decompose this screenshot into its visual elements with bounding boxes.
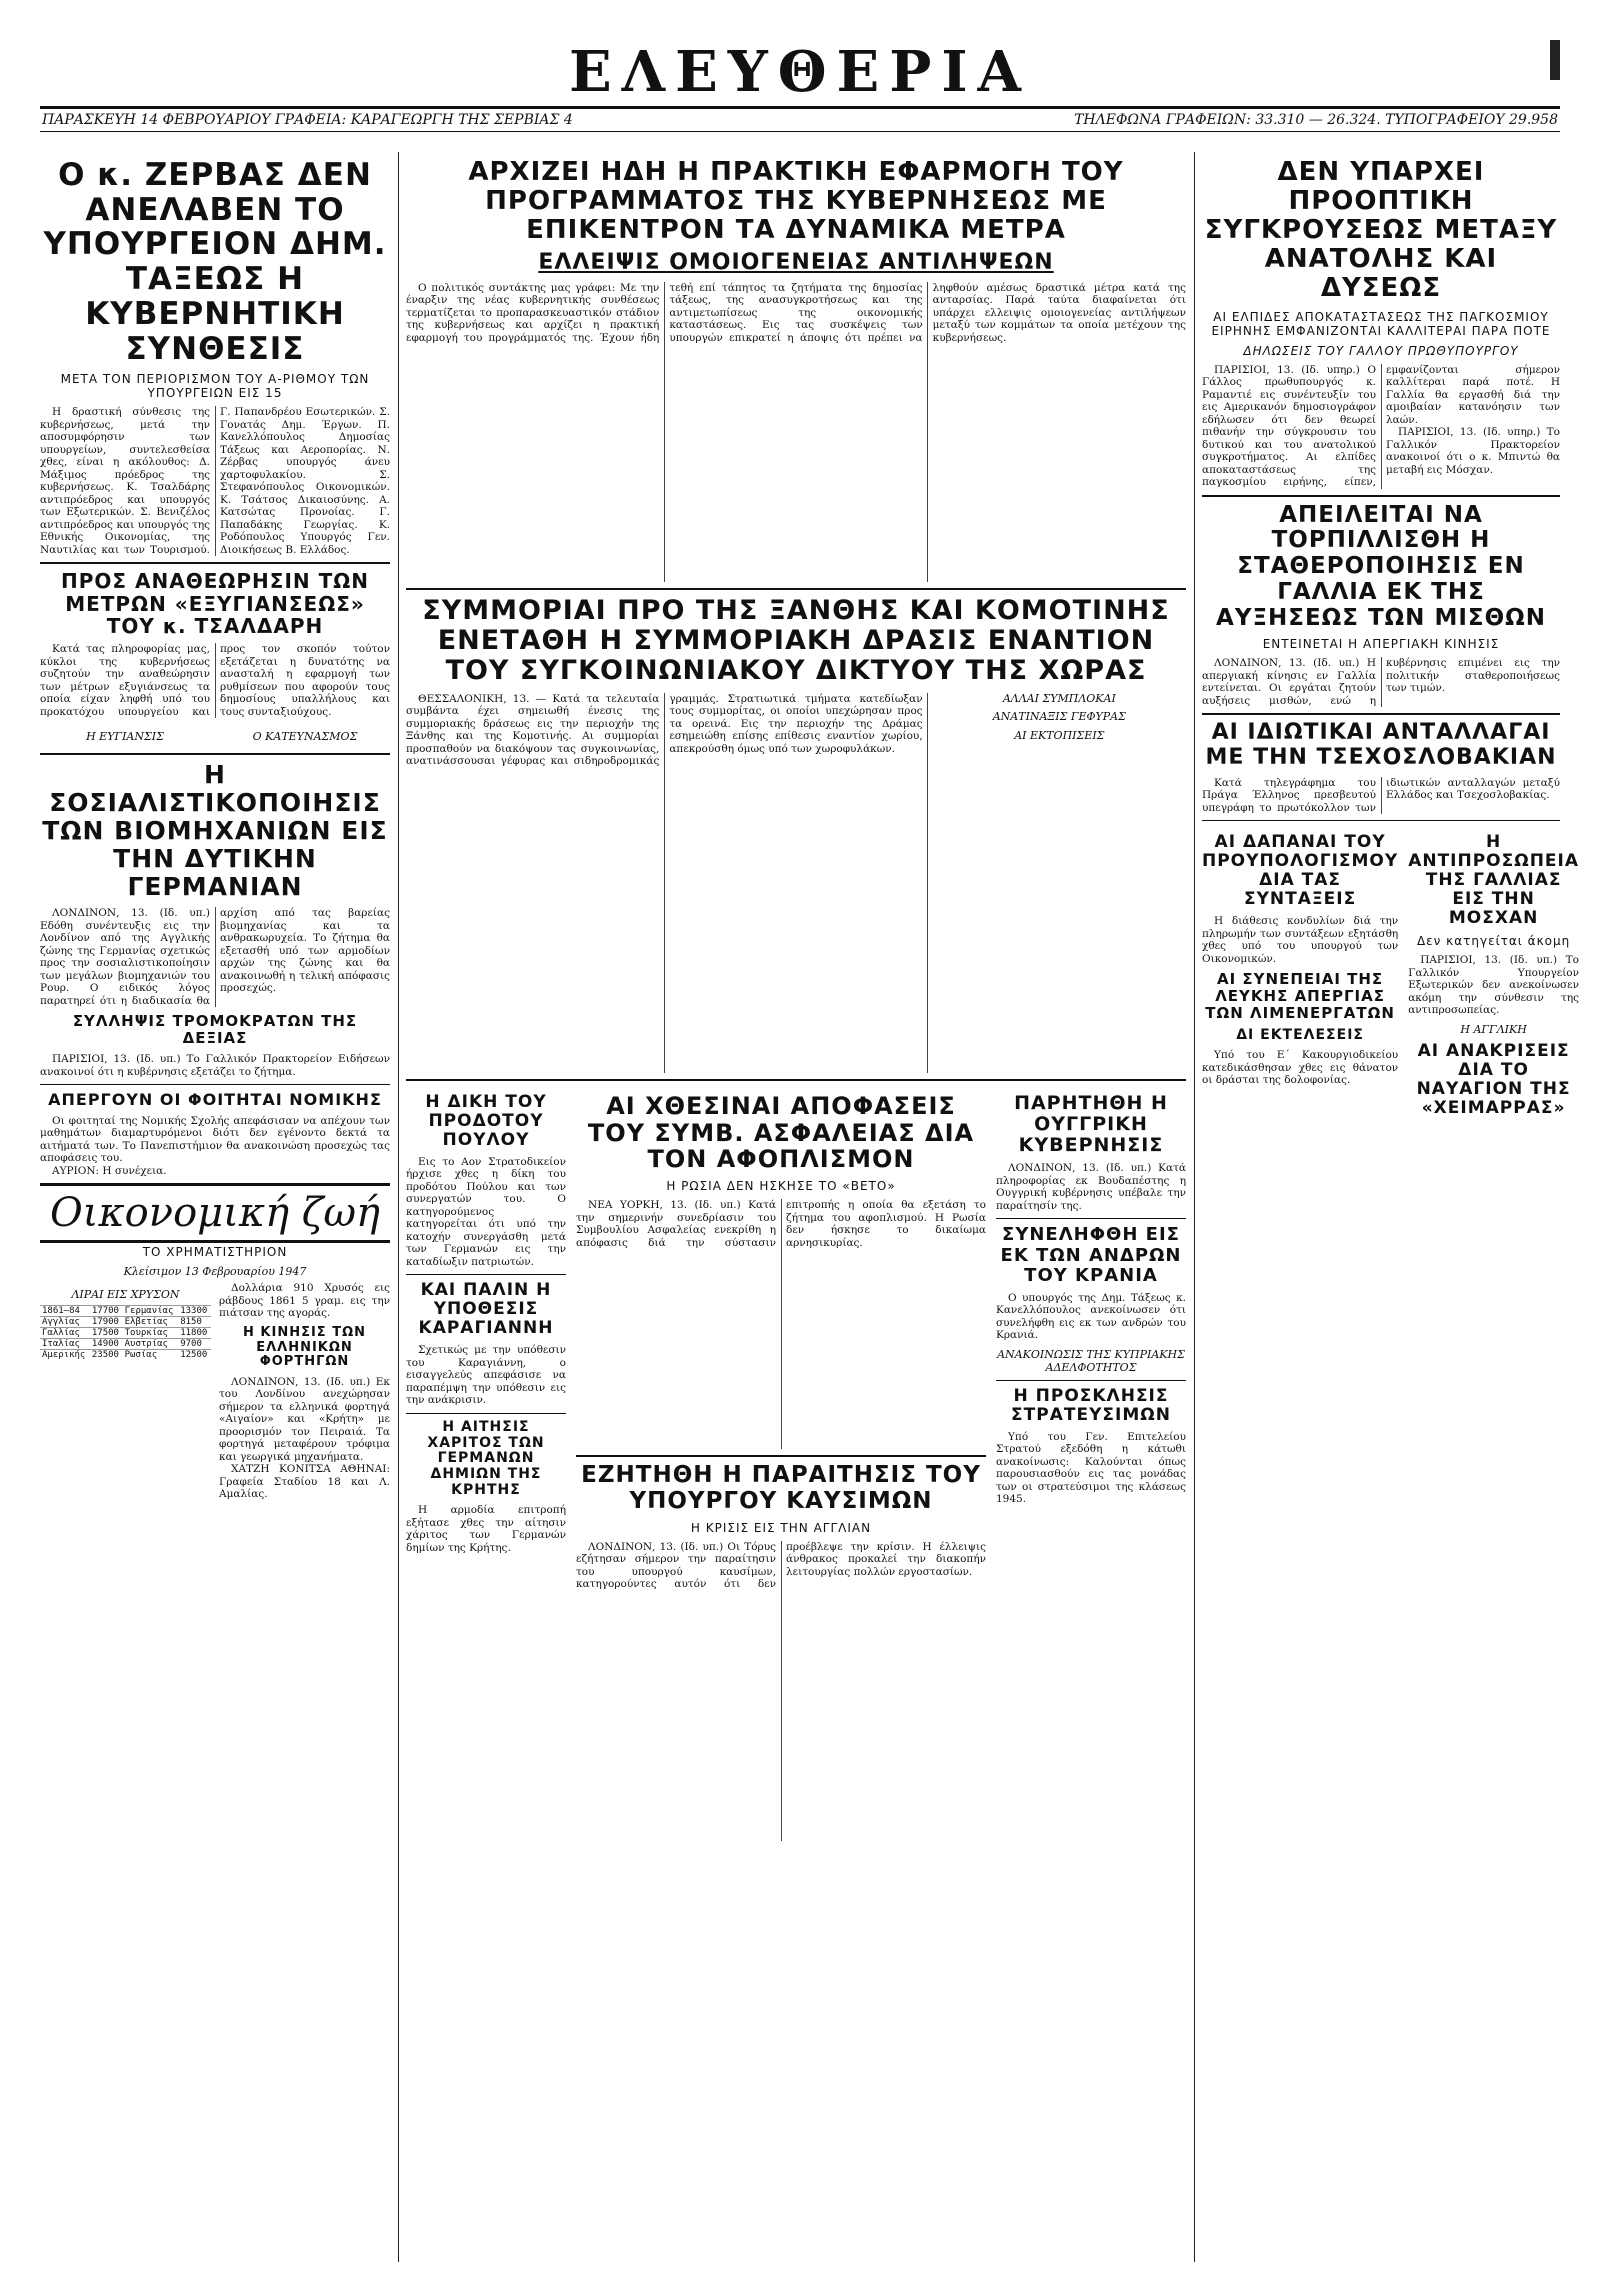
market-cell: Γαλλίας xyxy=(40,1328,90,1339)
market-table xyxy=(40,1305,211,1360)
headline-pardon: Η ΑΙΤΗΣΙΣ ΧΑΡΙΤΟΣ ΤΩΝ ΓΕΡΜΑΝΩΝ ΔΗΜΙΩΝ ΤΗΣ ΚΡΗΤΗΣ xyxy=(427,1418,545,1498)
economy-date: Κλείσιμον 13 Φεβρουαρίου 1947 xyxy=(123,1265,307,1279)
market-cell: 17500 xyxy=(90,1328,123,1339)
article-executions xyxy=(1202,1049,1398,1087)
market-notes-text: Δολλάρια 910 Χρυσός εις ράβδους 1861 5 γραμ. εις την πιάτσαν της αγοράς. xyxy=(219,1282,390,1320)
center-lower-left xyxy=(406,1087,566,1847)
section-english: Η ΑΓΓΛΙΚΗ xyxy=(1460,1022,1527,1036)
article-hungary-text: ΛΟΝΔΙΝΟΝ, 13. (Ιδ. υπ.) Κατά πληροφορίας εκ Βουδαπέστης η Ουγγρική κυβέρνησις υπέβαλε την παραίτησίν της. xyxy=(996,1162,1186,1212)
article-czechoslovakia xyxy=(1202,777,1560,815)
headline-bands: ΣΥΜΜΟΡΙΑΙ ΠΡΟ ΤΗΣ ΞΑΝΘΗΣ ΚΑΙ ΚΟΜΟΤΙΝΗΣ ΕΝΕΤΑΘΗ Η ΣΥΜΜΟΡΙΑΚΗ ΔΡΑΣΙΣ ΕΝΑΝΤΙΟΝ ΤΟΥ ΣΥΓΚΟΙΝΩΝΙΑΚΟΥ ΔΙΚΤΥΟΥ ΤΗΣ ΧΩΡΑΣ xyxy=(422,594,1170,687)
economy-sub: ΤΟ ΧΡΗΜΑΤΙΣΤΗΡΙΟΝ xyxy=(142,1245,288,1260)
subhead-veto: Η ΡΩΣΙΑ ΔΕΝ ΗΣΚΗΣΕ ΤΟ «ΒΕΤΟ» xyxy=(666,1179,896,1194)
section-eygiansis: Η ΕΥΓΙΑΝΣΙΣ xyxy=(86,730,164,744)
headline-east-west: ΔΕΝ ΥΠΑΡΧΕΙ ΠΡΟΟΠΤΙΚΗ ΣΥΓΚΡΟΥΣΕΩΣ ΜΕΤΑΞΥ ΑΝΑΤΟΛΗΣ ΚΑΙ ΔΥΣΕΩΣ xyxy=(1204,157,1558,304)
headline-trial: Η ΔΙΚΗ ΤΟΥ ΠΡΟΔΟΤΟΥ ΠΟΥΛΟΥ xyxy=(425,1091,547,1150)
article-trial-text: Εις το Αον Στρατοδικείον ήρχισε χθες η δίκη του προδότου Πούλου και των συνεργατών του. Ο κατηγορούμενος κατηγορείται ότι υπό την κατοχήν συνεργάσθη μετά των Γερμανών εις την καταδίωξιν πατριωτών. xyxy=(406,1155,566,1268)
headline-moscow: Η ΑΝΤΙΠΡΟΣΩΠΕΙΑ ΤΗΣ ΓΑΛΛΙΑΣ ΕΙΣ ΤΗΝ ΜΟΣΧΑΝ xyxy=(1408,832,1580,929)
folio-right: ΤΗΛΕΦΩΝΑ ΓΡΑΦΕΙΩΝ: 33.310 — 26.324. ΤΥΠΟΓΡΑΦΕΙΟΥ 29.958 xyxy=(1074,112,1558,128)
market-row xyxy=(40,1339,211,1350)
article-students xyxy=(40,1115,390,1178)
headline-security-council: ΑΙ ΧΘΕΣΙΝΑΙ ΑΠΟΦΑΣΕΙΣ ΤΟΥ ΣΥΜΒ. ΑΣΦΑΛΕΙΑΣ ΔΙΑ ΤΟΝ ΑΦΟΠΛΙΣΜΟΝ xyxy=(587,1091,975,1174)
article-france-wages xyxy=(1202,657,1560,707)
article-zervas-text: Η δραστική σύνθεσις της κυβερνήσεως, μετά την αποσυμφόρησιν των υπουργείων, συντελεσθείσα χθες, είναι η ακόλουθος: Δ. Μάξιμος πρόεδρος της κυβερνήσεως. Κ. Τσαλδάρης αντιπρόεδρος και υπουργός των Εξωτερικών. Σ. Βενιζέλος αντιπρόεδρος και υπουργός της Εθνικής Οικονομίας, της Ναυτιλίας και των Τουρισμού. Γ. Παπανδρέου Εσωτερικών. Σ. Γονατάς Δημ. Έργων. Π. Κανελλόπουλος Δημοσίας Τάξεως και Αεροπορίας. Ν. Ζέρβας υπουργός άνευ χαρτοφυλακίου. Σ. Στεφανόπουλος Οικονομικών. Κ. Τσάτσος Δικαιοσύνης. Α. Κατσώτας Προνοίας. Γ. Παπαδάκης Γεωργίας. Κ. Ροδόπουλος Υπουργός Γεν. Διοικήσεως Β. Ελλάδος. xyxy=(40,406,390,556)
subhead-crisis: Η ΚΡΙΣΙΣ ΕΙΣ ΤΗΝ ΑΓΓΛΙΑΝ xyxy=(690,1520,872,1535)
market-cell: Τουρκίας xyxy=(123,1328,179,1339)
article-czechoslovakia-text: Κατά τηλεγράφημα του Πράγα Έλληνος πρεσβευτού υπεγράφη το πρωτόκολλον των ιδιωτικών ανταλλαγών μεταξύ Ελλάδος και Τσεχοσλοβακίας. xyxy=(1202,776,1560,814)
market-row xyxy=(40,1306,211,1317)
section-kateynasmos: Ο ΚΑΤΕΥΝΑΣΜΟΣ xyxy=(252,730,358,744)
market-cell: 1861–84 xyxy=(40,1306,90,1317)
headline-conscripts: Η ΠΡΟΣΚΛΗΣΙΣ ΣΤΡΑΤΕΥΣΙΜΩΝ xyxy=(1011,1385,1171,1425)
headline-socialization: Η ΣΟΣΙΑΛΙΣΤΙΚΟΠΟΙΗΣΙΣ ΤΩΝ ΒΙΟΜΗΧΑΝΙΩΝ ΕΙΣ ΤΗΝ ΔΥΤΙΚΗΝ ΓΕΡΜΑΝΙΑΝ xyxy=(42,760,388,902)
article-moscow-text: ΠΑΡΙΣΙΟΙ, 13. (Ιδ. υπ.) Το Γαλλικόν Υπουργείον Εξωτερικών δεν ανεκοίνωσεν ακόμη την σύνθεσιν της αντιπροσωπείας. xyxy=(1408,954,1580,1017)
article-pardon-text: Η αρμοδία επιτροπή εξήτασε χθες την αίτησιν χάριτος των Γερμανών δημίων της Κρήτης. xyxy=(406,1504,566,1554)
section-deportations: ΑΙ ΕΚΤΟΠΙΣΕΙΣ xyxy=(1014,728,1105,742)
right-lower xyxy=(1202,827,1580,1124)
market-box xyxy=(40,1282,211,1506)
article-pardon xyxy=(406,1504,566,1554)
market-cell: 8150 xyxy=(178,1317,211,1328)
article-fuel-minister xyxy=(576,1541,986,1841)
subhead-statements: ΔΗΛΩΣΕΙΣ ΤΟΥ ΓΑΛΛΟΥ ΠΡΩΘΥΠΟΥΡΓΟΥ xyxy=(1243,343,1519,358)
article-executions-text: Υπό του Ε΄ Κακουργιοδικείου κατεδικάσθησαν χθες εις θάνατον οι δράσται της δολοφονίας. xyxy=(1202,1049,1399,1087)
article-east-west xyxy=(1202,364,1560,489)
article-conscripts xyxy=(996,1431,1186,1506)
headline-budget: ΑΙ ΔΑΠΑΝΑΙ ΤΟΥ ΠΡΟΥΠΟΛΟΓΙΣΜΟΥ ΔΙΑ ΤΑΣ ΣΥΝΤΑΞΕΙΣ xyxy=(1202,832,1399,910)
article-socialization xyxy=(40,907,390,1007)
article-karagianni-text: Σχετικώς με την υπόθεσιν του Καραγιάννη, ο εισαγγελεύς απεφάσισε να παραπέμψη την υπόθεσιν εις την ανάκρισιν. xyxy=(406,1344,566,1407)
market-cell: 13300 xyxy=(178,1306,211,1317)
article-france-wages-text: ΛΟΝΔΙΝΟΝ, 13. (Ιδ. υπ.) Η απεργιακή κίνησις εν Γαλλία εντείνεται. Οι εργάται ζητούν αυξήσεις μισθών, ενώ η κυβέρνησις επιμένει εις την πολιτικήν σταθεροποιήσεως των τιμών. xyxy=(1202,657,1560,707)
subhead-strike: ΕΝΤΕΙΝΕΤΑΙ Η ΑΠΕΡΓΙΑΚΗ ΚΙΝΗΣΙΣ xyxy=(1262,637,1500,652)
economy-title: Οικονομική ζωή xyxy=(40,1183,390,1243)
right-lower-right xyxy=(1408,827,1579,1124)
article-budget-text: Η διάθεσις κονδυλίων διά την πληρωμήν των συντάξεων εξητάσθη χθες υπό του υπουργού των Οικονομικών. xyxy=(1202,915,1399,965)
masthead: ΕΛΕΥΘΕΡΙΑ xyxy=(568,39,1031,105)
market-cell: 12500 xyxy=(178,1350,211,1361)
article-socialization-text: ΛΟΝΔΙΝΟΝ, 13. (Ιδ. υπ.) Εδόθη συνέντευξις εις την Λονδίνον από της Αγγλικής ζώνης της Γερμανίας σχετικώς προς την σοσιαλιστικοποίησιν των μεγάλων βιομηχανιών του Ρουρ. Ο ειδικός λόγος παρατηρεί ότι η διαδικασία θα αρχίση από τας βαρείας βιομηχανίας και τα ανθρακωρυχεία. Το ζήτημα θα εξετασθή υπό των αρμοδίων αρχών της ζώνης και θα ανακοινωθή η τελική απόφασις προσεχώς. xyxy=(40,907,390,1007)
subhead-peace: ΑΙ ΕΛΠΙΔΕΣ ΑΠΟΚΑΤΑΣΤΑΣΕΩΣ ΤΗΣ ΠΑΓΚΟΣΜΙΟΥ ΕΙΡΗΝΗΣ ΕΜΦΑΝΙΖΟΝΤΑΙ ΚΑΛΛΙΤΕΡΑΙ ΠΑΡΑ ΠΟΤΕ xyxy=(1211,309,1551,338)
article-east-west-text: ΠΑΡΙΣΙΟΙ, 13. (Ιδ. υπηρ.) Ο Γάλλος πρωθυπουργός κ. Ραμαντιέ εις συνέντευξίν του εις Αμερικανόν δημοσιογράφον εδήλωσεν ότι δεν θεωρεί πιθανήν την σύγκρουσιν του δυτικού και του ανατολικού συγκροτήματος. Αι ελπίδες αποκαταστάσεως της παγκοσμίου ειρήνης, είπεν, εμφανίζονται σήμερον καλλίτεραι παρά ποτέ. Η Γαλλία θα εργασθή διά την αμοιβαίαν κατανόησιν των λαών. xyxy=(1202,363,1560,489)
market-cell: Αγγλίας xyxy=(40,1317,90,1328)
section-cypriot: ΑΝΑΚΟΙΝΩΣΙΣ ΤΗΣ ΚΥΠΡΙΑΚΗΣ ΑΔΕΛΦΟΤΗΤΟΣ xyxy=(997,1347,1185,1374)
address-text: ΧΑΤΖΗ ΚΟΝΙΤΣΑ ΑΘΗΝΑΙ: Γραφεία Σταδίου 18 και Λ. Αμαλίας. xyxy=(219,1463,390,1501)
article-east-west-tail: ΠΑΡΙΣΙΟΙ, 13. (Ιδ. υπηρ.) Το Γαλλικόν Πρακτορείον ανακοινοί ότι ο κ. Μπιντώ θα μεταβή εις Μόσχαν. xyxy=(1386,426,1560,476)
article-paris xyxy=(40,1053,390,1078)
market-cell: 17700 xyxy=(90,1306,123,1317)
columns xyxy=(40,152,1580,2262)
binding-mark xyxy=(1550,40,1560,80)
market-row xyxy=(40,1328,211,1339)
article-moscow xyxy=(1408,954,1579,1017)
center-lower-mid xyxy=(576,1087,986,1847)
market-cell: Ρωσίας xyxy=(123,1350,179,1361)
freighters-text: ΛΟΝΔΙΝΟΝ, 13. (Ιδ. υπ.) Εκ του Λονδίνου ανεχώρησαν σήμερον τα ελληνικά φορτηγά «Αιγαίον» και «Κρήτη» με προορισμόν τον Πειραιά. Τα φορτηγά μεταφέρουν τρόφιμα και γεωργικά μηχανήματα. xyxy=(219,1375,390,1463)
market-row xyxy=(40,1317,211,1328)
section-clashes: ΑΛΛΑΙ ΣΥΜΠΛΟΚΑΙ xyxy=(1002,691,1116,705)
article-program-text: Ο πολιτικός συντάκτης μας γράφει: Με την έναρξιν της νέας κυβερνητικής συνθέσεως τερματίζεται το προπαρασκευαστικόν στάδιον της κυβερνήσεως και αρχίζει η πρακτική εφαρμογή του προγράμματός της. Έχουν ήδη τεθή επί τάπητος τα ζητήματα της δημοσίας τάξεως, της ανασυγκροτήσεως και της αντιμετωπίσεως της οικονομικής καταστάσεως. Εις τας συσκέψεις των υπουργών επικρατεί η άποψις ότι πρέπει να ληφθούν αμέσως δραστικά μέτρα κατά της ανταρσίας. Παρά ταύτα διαφαίνεται ότι υπάρχει ελλειψις ομοιογενείας αντιλήψεων μεταξύ των κομμάτων τα οποία μετέχουν της κυβερνήσεως. xyxy=(406,281,1186,344)
headline-hungary: ΠΑΡΗΤΗΘΗ Η ΟΥΓΓΡΙΚΗ ΚΥΒΕΡΝΗΣΙΣ xyxy=(1014,1091,1168,1157)
article-fuel-minister-text: ΛΟΝΔΙΝΟΝ, 13. (Ιδ. υπ.) Οι Τόρυς εζήτησαν σήμερον την παραίτησιν του υπουργού καυσίμων, κατηγορούντες αυτόν ότι δεν προέβλεψε την κρίσιν. Η έλλειψις άνθρακος προκαλεί την διακοπήν λειτουργίας πολλών εργοστασίων. xyxy=(576,1540,986,1591)
market-cell: Γερμανίας xyxy=(123,1306,179,1317)
article-karagianni xyxy=(406,1344,566,1407)
headline-terrorists: ΣΥΛΛΗΨΙΣ ΤΡΟΜΟΚΡΑΤΩΝ ΤΗΣ ΔΕΞΙΑΣ xyxy=(72,1012,358,1048)
market-cell: 11800 xyxy=(178,1328,211,1339)
article-tsaldaris xyxy=(40,643,390,718)
article-bands-text: ΘΕΣΣΑΛΟΝΙΚΗ, 13. — Κατά τα τελευταία συμβάντα έχει σημειωθή ένεσις της συμμοριακής δράσεως εις την περιοχήν της Ξάνθης και της Κομοτινής. Αι συμμορίαι προσπαθούν να διακόψουν τας συγκοινωνίας, ανατινάσσουσαι γέφυρας και σιδηροδρομικάς γραμμάς. Στρατιωτικά τμήματα κατεδίωξαν τους συμμορίτας, οι οποίοι υπεχώρησαν προς τα ορεινά. Εις την περιοχήν της Δράμας εσημειώθη επίσης επίθεσις εναντίον χωρίου, απεκρούσθη όμως υπό των χωροφυλάκων. xyxy=(406,692,923,768)
headline-students: ΑΠΕΡΓΟΥΝ ΟΙ ΦΟΙΤΗΤΑΙ ΝΟΜΙΚΗΣ xyxy=(48,1090,382,1110)
article-kranias-text: Ο υπουργός της Δημ. Τάξεως κ. Κανελλόπουλος ανεκοίνωσεν ότι συνελήφθη εις εκ των ανδρών του Κρανιά. xyxy=(996,1291,1186,1342)
section-bridge: ΑΝΑΤΙΝΑΞΙΣ ΓΕΦΥΡΑΣ xyxy=(992,710,1126,724)
center-lower xyxy=(406,1087,1186,1847)
article-trial xyxy=(406,1156,566,1269)
headline-tsaldaris: ΠΡΟΣ ΑΝΑΘΕΩΡΗΣΙΝ ΤΩΝ ΜΕΤΡΩΝ «ΕΞΥΓΙΑΝΣΕΩΣ» ΤΟΥ κ. ΤΣΑΛΔΑΡΗ xyxy=(61,569,369,639)
column-left xyxy=(40,152,390,2262)
market-notes xyxy=(219,1282,390,1500)
article-conscripts-text: Υπό του Γεν. Επιτελείου Στρατού εξεδόθη η κάτωθι ανακοίνωσις: Καλούνται όπως παρουσιασθούν εις τας μονάδας των οι στρατεύσιμοι της κλάσεως 1945. xyxy=(996,1430,1186,1506)
article-bands xyxy=(406,693,1186,1073)
headline-dockers: ΑΙ ΣΥΝΕΠΕΙΑΙ ΤΗΣ ΛΕΥΚΗΣ ΑΠΕΡΓΙΑΣ ΤΩΝ ΛΙΜΕΝΕΡΓΑΤΩΝ xyxy=(1205,970,1395,1022)
article-security-council xyxy=(576,1199,986,1449)
article-kranias xyxy=(996,1292,1186,1342)
article-program xyxy=(406,282,1186,582)
column-right xyxy=(1202,152,1580,2262)
market-cell: 23500 xyxy=(90,1350,123,1361)
market-cell: Αμερικής xyxy=(40,1350,90,1361)
folio-line xyxy=(40,106,1560,132)
market-cell: Ιταλίας xyxy=(40,1339,90,1350)
newspaper-page xyxy=(40,39,1580,2265)
headline-karagianni: ΚΑΙ ΠΑΛΙΝ Η ΥΠΟΘΕΣΙΣ ΚΑΡΑΓΙΑΝΝΗ xyxy=(418,1280,554,1339)
market-cell: Αυστρίας xyxy=(123,1339,179,1350)
article-zervas xyxy=(40,406,390,556)
headline-program: ΑΡΧΙΖΕΙ ΗΔΗ Η ΠΡΑΚΤΙΚΗ ΕΦΑΡΜΟΓΗ ΤΟΥ ΠΡΟΓΡΑΜΜΑΤΟΣ ΤΗΣ ΚΥΒΕΡΝΗΣΕΩΣ ΜΕ ΕΠΙΚΕΝΤΡΟΝ ΤΑ ΔΥΝΑΜΙΚΑ ΜΕΤΡΑ xyxy=(468,157,1124,246)
article-tsaldaris-text: Κατά τας πληροφορίας μας, κύκλοι της κυβερνήσεως συζητούν την αναθεώρησιν των μέτρων εξυγιάνσεως τα οποία είχαν ληφθή υπό του προκατόχου υπουργείου και προς τον σκοπόν τούτον εξετάζεται η δυνατότης να ανασταλή η εφαρμογή των ρυθμίσεων που αφορούν τους δημοσίους υπαλλήλους και τους συνταξιούχους. xyxy=(40,643,390,718)
economy-row xyxy=(40,1282,390,1506)
headline-kranias: ΣΥΝΕΛΗΦΘΗ ΕΙΣ ΕΚ ΤΩΝ ΑΝΔΡΩΝ ΤΟΥ ΚΡΑΝΙΑ xyxy=(1000,1224,1182,1286)
subsections-row xyxy=(40,724,390,747)
headline-fuel-minister: ΕΖΗΤΗΘΗ Η ΠΑΡΑΙΤΗΣΙΣ ΤΟΥ ΥΠΟΥΡΓΟΥ ΚΑΥΣΙΜΩΝ xyxy=(581,1462,981,1515)
subhead-zervas: ΜΕΤΑ ΤΟΝ ΠΕΡΙΟΡΙΣΜΟΝ ΤΟΥ Α-ΡΙΘΜΟΥ ΤΩΝ ΥΠΟΥΡΓΕΙΩΝ ΕΙΣ 15 xyxy=(60,372,370,401)
right-lower-left xyxy=(1202,827,1398,1124)
market-row xyxy=(40,1350,211,1361)
article-security-council-text: ΝΕΑ ΥΟΡΚΗ, 13. (Ιδ. υπ.) Κατά την σημερινήν συνεδρίασιν του Συμβουλίου Ασφαλείας ενεκρίθη η απόφασις διά την σύστασιν επιτροπής η οποία θα εξετάση το ζήτημα του αφοπλισμού. Η Ρωσία δεν ήσκησε το δικαίωμα αρνησικυρίας. xyxy=(576,1199,986,1249)
center-lower-right xyxy=(996,1087,1186,1847)
market-cell: 9700 xyxy=(178,1339,211,1350)
headline-france-wages: ΑΠΕΙΛΕΙΤΑΙ ΝΑ ΤΟΡΠΙΛΛΙΣΘΗ Η ΣΤΑΘΕΡΟΠΟΙΗΣΙΣ ΕΝ ΓΑΛΛΙΑ ΕΚ ΤΗΣ ΑΥΞΗΣΕΩΣ ΤΩΝ ΜΙΣΘΩΝ xyxy=(1216,501,1546,631)
article-students-text: Οι φοιτηταί της Νομικής Σχολής απεφάσισαν να απέχουν των μαθημάτων διαμαρτυρόμενοι διότι δεν εγένοντο δεκτά τα αιτήματά των. Το Πανεπιστήμιον θα ανακοινώση προσεχώς τας αποφάσεις του. xyxy=(40,1114,390,1165)
article-hungary xyxy=(996,1162,1186,1212)
headline-executions: ΔΙ ΕΚΤΕΛΕΣΕΙΣ xyxy=(1236,1026,1364,1043)
headline-freighters: Η ΚΙΝΗΣΙΣ ΤΩΝ ΕΛΛΗΝΙΚΩΝ ΦΟΡΤΗΓΩΝ xyxy=(243,1324,366,1370)
column-center xyxy=(406,152,1186,2262)
headline-shipwreck: ΑΙ ΑΝΑΚΡΙΣΕΙΣ ΔΙΑ ΤΟ ΝΑΥΑΓΙΟΝ ΤΗΣ «ΧΕΙΜΑΡΡΑΣ» xyxy=(1416,1040,1571,1118)
article-students-tail: ΑΥΡΙΟΝ: Η συνέχεια. xyxy=(52,1164,167,1177)
subhead-program: ΕΛΛΕΙΨΙΣ ΟΜΟΙΟΓΕΝΕΙΑΣ ΑΝΤΙΛΗΨΕΩΝ xyxy=(538,250,1054,276)
market-cell: 14900 xyxy=(90,1339,123,1350)
article-budget xyxy=(1202,915,1398,965)
market-cell: 17900 xyxy=(90,1317,123,1328)
headline-zervas: Ο κ. ΖΕΡΒΑΣ ΔΕΝ ΑΝΕΛΑΒΕΝ ΤΟ ΥΠΟΥΡΓΕΙΟΝ ΔΗΜ. ΤΑΞΕΩΣ Η ΚΥΒΕΡΝΗΤΙΚΗ ΣΥΝΘΕΣΙΣ xyxy=(43,157,387,367)
headline-czechoslovakia: ΑΙ ΙΔΙΩΤΙΚΑΙ ΑΝΤΑΛΛΑΓΑΙ ΜΕ ΤΗΝ ΤΣΕΧΟΣΛΟΒΑΚΙΑΝ xyxy=(1205,720,1557,770)
market-cell: Ελβετίας xyxy=(123,1317,179,1328)
article-paris-text: ΠΑΡΙΣΙΟΙ, 13. (Ιδ. υπ.) Το Γαλλικόν Πρακτορείον Ειδήσεων ανακοινοί ότι η κυβέρνησις εξετάζει το ζήτημα. xyxy=(40,1053,390,1078)
subhead-moscow: Δεν κατηγείται άκομη xyxy=(1416,934,1571,949)
market-table-title: ΛΙΡΑΙ ΕΙΣ ΧΡΥΣΟΝ xyxy=(71,1288,180,1302)
folio-left: ΠΑΡΑΣΚΕΥΗ 14 ΦΕΒΡΟΥΑΡΙΟΥ ΓΡΑΦΕΙΑ: ΚΑΡΑΓΕΩΡΓΗ ΤΗΣ ΣΕΡΒΙΑΣ 4 xyxy=(42,112,573,128)
